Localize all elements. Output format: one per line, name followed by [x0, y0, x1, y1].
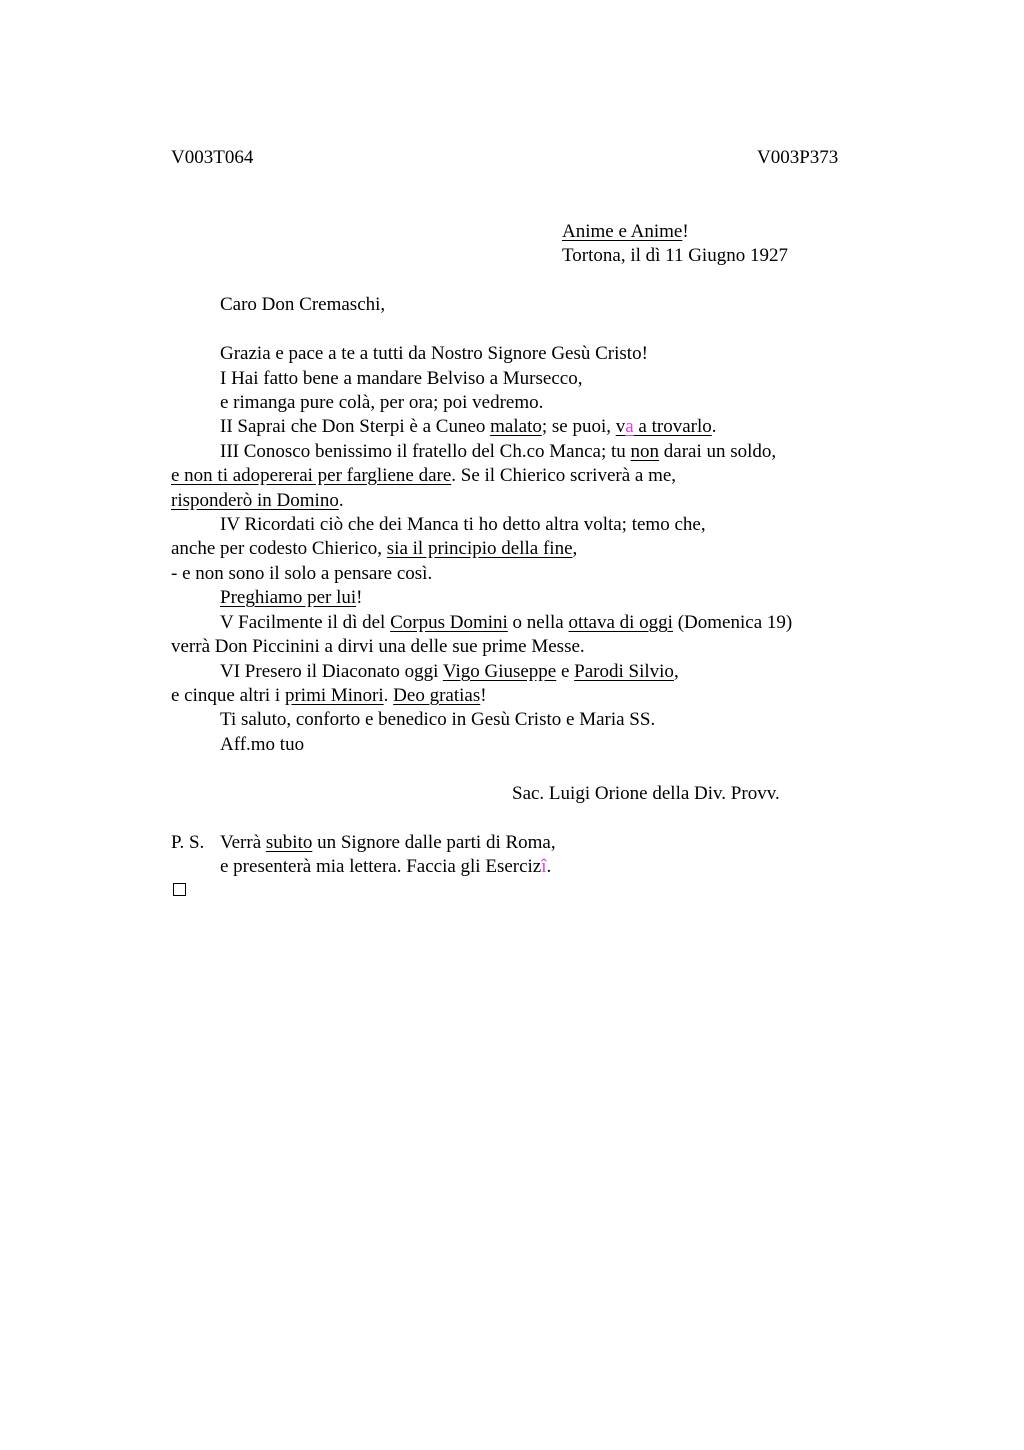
underlined-run: ottava di oggi: [568, 612, 673, 633]
text-run: Verrà: [220, 832, 266, 853]
section-5-line-2: verrà Don Piccinini a dirvi una delle sue prime Messe.: [171, 636, 585, 657]
text-run: III Conosco benissimo il fratello del Ch.co Manca; tu: [220, 441, 631, 462]
underlined-run: subito: [265, 832, 313, 853]
text-run: II Saprai che Don Sterpi è a Cuneo: [220, 416, 491, 437]
text-run: (Domenica 19): [672, 612, 793, 633]
place-date: Tortona, il dì 11 Giugno 1927: [562, 245, 788, 266]
section-2-line-1: [220, 415, 717, 439]
text-run: .: [338, 490, 344, 511]
text-run: .: [383, 685, 394, 706]
text-run: anche per codesto Chierico,: [171, 538, 387, 559]
underlined-run: risponderò in Domino: [171, 490, 339, 511]
underlined-run: v: [615, 416, 626, 437]
text-run: !: [356, 587, 363, 608]
postscript-line-1: [220, 831, 556, 855]
text-run: e: [556, 661, 575, 682]
underlined-run: Deo gratias: [393, 685, 481, 706]
checkbox-glyph: [173, 883, 186, 896]
section-3-line-2: [171, 464, 676, 488]
text-run: VI Presero il Diaconato oggi: [220, 661, 443, 682]
section-4-line-4: [220, 586, 362, 610]
section-3-line-3: [171, 489, 344, 513]
closing-line-2: Aff.mo tuo: [220, 734, 305, 755]
header-right-ref: V003P373: [757, 147, 839, 168]
greeting: Grazia e pace a te a tutti da Nostro Signore Gesù Cristo!: [220, 343, 648, 364]
underlined-run: Vigo Giuseppe: [442, 661, 557, 682]
section-1-line-2: e rimanga pure colà, per ora; poi vedremo.: [220, 392, 544, 413]
text-run: V Facilmente il dì del: [220, 612, 391, 633]
section-6-line-1: [220, 660, 679, 684]
section-4-line-1: IV Ricordati ciò che dei Manca ti ho detto altra volta; temo che,: [220, 514, 706, 535]
section-6-line-2: [171, 684, 487, 708]
underlined-run: Preghiamo per lui: [220, 587, 357, 608]
underlined-run: a trovarlo: [633, 416, 712, 437]
underlined-run: Parodi Silvio: [574, 661, 674, 682]
section-5-line-1: [220, 611, 792, 635]
motto-underlined: Anime e Anime: [562, 221, 683, 242]
postscript-line-2: [220, 855, 551, 879]
text-run: ,: [572, 538, 578, 559]
text-run: ; se puoi,: [541, 416, 616, 437]
text-run: .: [711, 416, 717, 437]
salutation: Caro Don Cremaschi,: [220, 294, 386, 315]
text-run: o nella: [507, 612, 569, 633]
section-3-line-1: [220, 440, 776, 464]
underlined-run: Corpus Domini: [390, 612, 508, 633]
text-run: darai un soldo,: [659, 441, 777, 462]
text-run: un Signore dalle parti di Roma,: [312, 832, 556, 853]
postscript-label: P. S.: [171, 832, 205, 853]
text-run: e presenterà mia lettera. Faccia gli Eserciz: [220, 856, 542, 877]
section-4-line-3: - e non sono il solo a pensare così.: [171, 563, 433, 584]
signature: Sac. Luigi Orione della Div. Provv.: [512, 783, 780, 804]
underlined-run: non: [630, 441, 660, 462]
motto-tail: !: [682, 221, 689, 242]
correction-mark: î: [541, 856, 547, 877]
motto: [562, 220, 689, 244]
correction-mark: a: [625, 416, 634, 437]
section-4-line-2: [171, 537, 577, 561]
section-1-line-1: I Hai fatto bene a mandare Belviso a Mursecco,: [220, 368, 583, 389]
text-run: e cinque altri i: [171, 685, 285, 706]
underlined-run: malato: [490, 416, 542, 437]
closing-line-1: Ti saluto, conforto e benedico in Gesù Cristo e Maria SS.: [220, 709, 656, 730]
underlined-run: primi Minori: [284, 685, 384, 706]
text-run: . Se il Chierico scriverà a me,: [451, 465, 677, 486]
text-run: .: [546, 856, 552, 877]
header-left-ref: V003T064: [171, 147, 254, 168]
text-run: ,: [673, 661, 679, 682]
underlined-run: e non ti adopererai per fargliene dare: [171, 465, 452, 486]
underlined-run: sia il principio della fine: [386, 538, 573, 559]
text-run: !: [480, 685, 487, 706]
